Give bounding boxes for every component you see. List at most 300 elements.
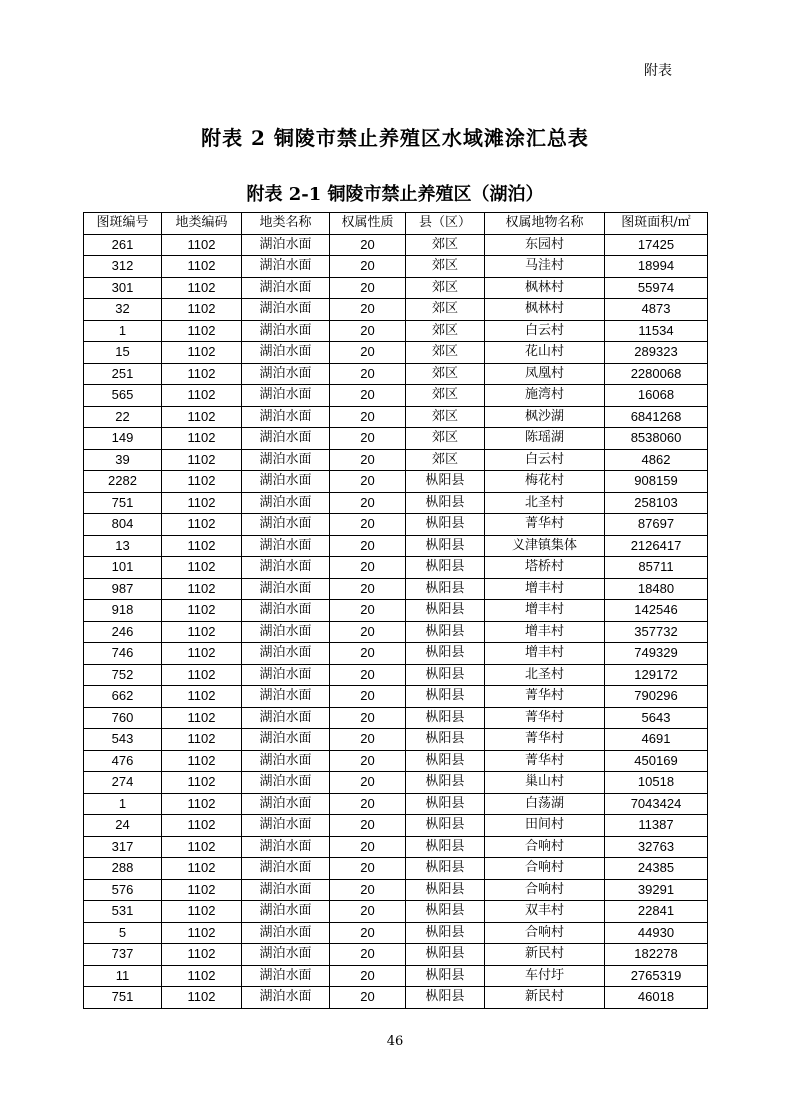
cell-ownership: 20: [330, 492, 406, 514]
cell-parcel-id: 751: [84, 492, 162, 514]
cell-land-name: 湖泊水面: [242, 320, 330, 342]
cell-land-code: 1102: [162, 234, 242, 256]
cell-land-code: 1102: [162, 557, 242, 579]
cell-land-name: 湖泊水面: [242, 879, 330, 901]
cell-parcel-id: 22: [84, 406, 162, 428]
cell-ownership: 20: [330, 385, 406, 407]
cell-parcel-id: 39: [84, 449, 162, 471]
cell-owner-name: 新民村: [485, 944, 605, 966]
cell-parcel-id: 24: [84, 815, 162, 837]
cell-county: 郊区: [406, 406, 485, 428]
cell-area: 22841: [605, 901, 708, 923]
table-row: [84, 815, 708, 837]
cell-land-code: 1102: [162, 729, 242, 751]
cell-owner-name: 菁华村: [485, 707, 605, 729]
cell-owner-name: 白荡湖: [485, 793, 605, 815]
cell-area: 16068: [605, 385, 708, 407]
sub-title: 附表 2-1 铜陵市禁止养殖区（湖泊）: [246, 184, 544, 205]
cell-county: 枞阳县: [406, 815, 485, 837]
cell-area: 18994: [605, 256, 708, 278]
cell-land-code: 1102: [162, 385, 242, 407]
table-row: [84, 514, 708, 536]
cell-ownership: 20: [330, 256, 406, 278]
cell-area: 4862: [605, 449, 708, 471]
cell-ownership: 20: [330, 707, 406, 729]
cell-ownership: 20: [330, 815, 406, 837]
cell-owner-name: 增丰村: [485, 621, 605, 643]
cell-owner-name: 合响村: [485, 922, 605, 944]
cell-land-code: 1102: [162, 965, 242, 987]
cell-area: 357732: [605, 621, 708, 643]
cell-area: 749329: [605, 643, 708, 665]
cell-parcel-id: 1: [84, 793, 162, 815]
cell-land-code: 1102: [162, 664, 242, 686]
cell-area: 8538060: [605, 428, 708, 450]
cell-owner-name: 枫沙湖: [485, 406, 605, 428]
cell-ownership: 20: [330, 858, 406, 880]
cell-ownership: 20: [330, 428, 406, 450]
table-row: [84, 256, 708, 278]
cell-ownership: 20: [330, 471, 406, 493]
cell-area: 87697: [605, 514, 708, 536]
col-header-owner-name: 权属地物名称: [485, 213, 605, 235]
cell-ownership: 20: [330, 234, 406, 256]
cell-county: 枞阳县: [406, 901, 485, 923]
table-row: [84, 277, 708, 299]
cell-land-name: 湖泊水面: [242, 643, 330, 665]
cell-county: 郊区: [406, 299, 485, 321]
table-row: [84, 944, 708, 966]
cell-land-name: 湖泊水面: [242, 406, 330, 428]
col-header-parcel-id: 图斑编号: [84, 213, 162, 235]
cell-land-code: 1102: [162, 492, 242, 514]
cell-area: 6841268: [605, 406, 708, 428]
table-row: [84, 234, 708, 256]
cell-county: 枞阳县: [406, 578, 485, 600]
cell-ownership: 20: [330, 557, 406, 579]
cell-land-code: 1102: [162, 944, 242, 966]
cell-county: 枞阳县: [406, 729, 485, 751]
cell-owner-name: 合响村: [485, 858, 605, 880]
cell-parcel-id: 751: [84, 987, 162, 1009]
table-row: [84, 449, 708, 471]
cell-land-code: 1102: [162, 686, 242, 708]
cell-area: 2765319: [605, 965, 708, 987]
table-row: [84, 707, 708, 729]
table-row: [84, 729, 708, 751]
cell-owner-name: 合响村: [485, 879, 605, 901]
table-row: [84, 965, 708, 987]
table-row: [84, 578, 708, 600]
cell-county: 枞阳县: [406, 600, 485, 622]
cell-land-name: 湖泊水面: [242, 858, 330, 880]
cell-area: 4873: [605, 299, 708, 321]
cell-ownership: 20: [330, 836, 406, 858]
table-body: [84, 234, 708, 1008]
cell-owner-name: 增丰村: [485, 643, 605, 665]
cell-ownership: 20: [330, 772, 406, 794]
cell-ownership: 20: [330, 750, 406, 772]
cell-parcel-id: 261: [84, 234, 162, 256]
cell-area: 7043424: [605, 793, 708, 815]
cell-owner-name: 白云村: [485, 449, 605, 471]
cell-county: 枞阳县: [406, 643, 485, 665]
cell-land-name: 湖泊水面: [242, 428, 330, 450]
cell-owner-name: 陈瑶湖: [485, 428, 605, 450]
cell-land-name: 湖泊水面: [242, 492, 330, 514]
cell-area: 5643: [605, 707, 708, 729]
cell-owner-name: 车付圩: [485, 965, 605, 987]
cell-ownership: 20: [330, 514, 406, 536]
cell-land-code: 1102: [162, 342, 242, 364]
cell-land-name: 湖泊水面: [242, 686, 330, 708]
cell-area: 10518: [605, 772, 708, 794]
cell-county: 枞阳县: [406, 535, 485, 557]
cell-county: 郊区: [406, 320, 485, 342]
table-row: [84, 492, 708, 514]
cell-county: 郊区: [406, 428, 485, 450]
cell-ownership: 20: [330, 922, 406, 944]
cell-county: 枞阳县: [406, 557, 485, 579]
header-note: 附表: [644, 63, 672, 79]
cell-area: 85711: [605, 557, 708, 579]
cell-parcel-id: 101: [84, 557, 162, 579]
cell-owner-name: 义津镇集体: [485, 535, 605, 557]
cell-land-code: 1102: [162, 643, 242, 665]
cell-land-code: 1102: [162, 256, 242, 278]
cell-area: 39291: [605, 879, 708, 901]
table-row: [84, 836, 708, 858]
table-row: [84, 922, 708, 944]
cell-land-name: 湖泊水面: [242, 299, 330, 321]
cell-parcel-id: 312: [84, 256, 162, 278]
table-row: [84, 385, 708, 407]
cell-land-name: 湖泊水面: [242, 385, 330, 407]
table-row: [84, 750, 708, 772]
cell-owner-name: 菁华村: [485, 750, 605, 772]
cell-ownership: 20: [330, 643, 406, 665]
cell-land-code: 1102: [162, 277, 242, 299]
cell-ownership: 20: [330, 944, 406, 966]
cell-ownership: 20: [330, 363, 406, 385]
cell-county: 枞阳县: [406, 836, 485, 858]
cell-ownership: 20: [330, 879, 406, 901]
cell-land-name: 湖泊水面: [242, 901, 330, 923]
cell-ownership: 20: [330, 406, 406, 428]
cell-ownership: 20: [330, 686, 406, 708]
cell-land-code: 1102: [162, 428, 242, 450]
cell-county: 郊区: [406, 342, 485, 364]
table-row: [84, 686, 708, 708]
col-header-land-code: 地类编码: [162, 213, 242, 235]
cell-ownership: 20: [330, 449, 406, 471]
cell-parcel-id: 2282: [84, 471, 162, 493]
cell-parcel-id: 987: [84, 578, 162, 600]
cell-parcel-id: 251: [84, 363, 162, 385]
cell-ownership: 20: [330, 621, 406, 643]
cell-owner-name: 增丰村: [485, 600, 605, 622]
cell-land-code: 1102: [162, 621, 242, 643]
cell-owner-name: 北圣村: [485, 492, 605, 514]
table-row: [84, 406, 708, 428]
cell-parcel-id: 246: [84, 621, 162, 643]
table-row: [84, 428, 708, 450]
col-header-area: 图斑面积/㎡: [605, 213, 708, 235]
cell-owner-name: 凤凰村: [485, 363, 605, 385]
cell-ownership: 20: [330, 987, 406, 1009]
cell-land-name: 湖泊水面: [242, 363, 330, 385]
cell-area: 18480: [605, 578, 708, 600]
cell-land-code: 1102: [162, 514, 242, 536]
cell-parcel-id: 565: [84, 385, 162, 407]
cell-land-name: 湖泊水面: [242, 471, 330, 493]
cell-land-name: 湖泊水面: [242, 729, 330, 751]
cell-area: 142546: [605, 600, 708, 622]
cell-land-name: 湖泊水面: [242, 965, 330, 987]
cell-ownership: 20: [330, 664, 406, 686]
cell-area: 129172: [605, 664, 708, 686]
cell-county: 枞阳县: [406, 750, 485, 772]
col-header-land-name: 地类名称: [242, 213, 330, 235]
cell-parcel-id: 5: [84, 922, 162, 944]
cell-parcel-id: 149: [84, 428, 162, 450]
summary-table: [83, 212, 708, 1009]
cell-area: 55974: [605, 277, 708, 299]
cell-parcel-id: 32: [84, 299, 162, 321]
cell-land-name: 湖泊水面: [242, 449, 330, 471]
cell-land-code: 1102: [162, 449, 242, 471]
table-row: [84, 901, 708, 923]
col-header-county: 县（区）: [406, 213, 485, 235]
cell-parcel-id: 288: [84, 858, 162, 880]
cell-ownership: 20: [330, 965, 406, 987]
cell-land-name: 湖泊水面: [242, 772, 330, 794]
cell-county: 郊区: [406, 277, 485, 299]
cell-area: 2126417: [605, 535, 708, 557]
cell-land-name: 湖泊水面: [242, 922, 330, 944]
cell-land-name: 湖泊水面: [242, 557, 330, 579]
cell-area: 908159: [605, 471, 708, 493]
cell-ownership: 20: [330, 277, 406, 299]
cell-land-name: 湖泊水面: [242, 793, 330, 815]
cell-owner-name: 马洼村: [485, 256, 605, 278]
cell-land-code: 1102: [162, 471, 242, 493]
cell-land-code: 1102: [162, 858, 242, 880]
cell-county: 郊区: [406, 385, 485, 407]
cell-land-name: 湖泊水面: [242, 256, 330, 278]
cell-county: 枞阳县: [406, 492, 485, 514]
cell-area: 790296: [605, 686, 708, 708]
cell-land-code: 1102: [162, 578, 242, 600]
cell-land-name: 湖泊水面: [242, 664, 330, 686]
cell-owner-name: 合响村: [485, 836, 605, 858]
cell-ownership: 20: [330, 578, 406, 600]
cell-owner-name: 田间村: [485, 815, 605, 837]
page-number: 46: [386, 1034, 404, 1049]
cell-county: 枞阳县: [406, 922, 485, 944]
cell-ownership: 20: [330, 299, 406, 321]
cell-owner-name: 巢山村: [485, 772, 605, 794]
cell-parcel-id: 752: [84, 664, 162, 686]
cell-parcel-id: 15: [84, 342, 162, 364]
cell-ownership: 20: [330, 535, 406, 557]
table-row: [84, 471, 708, 493]
cell-ownership: 20: [330, 901, 406, 923]
cell-area: 32763: [605, 836, 708, 858]
cell-area: 4691: [605, 729, 708, 751]
cell-parcel-id: 476: [84, 750, 162, 772]
cell-land-name: 湖泊水面: [242, 342, 330, 364]
table-header-row: [84, 213, 708, 235]
cell-county: 枞阳县: [406, 621, 485, 643]
cell-ownership: 20: [330, 342, 406, 364]
cell-county: 枞阳县: [406, 514, 485, 536]
cell-land-code: 1102: [162, 793, 242, 815]
table-row: [84, 879, 708, 901]
cell-county: 枞阳县: [406, 987, 485, 1009]
table-row: [84, 772, 708, 794]
cell-owner-name: 菁华村: [485, 514, 605, 536]
col-header-ownership: 权属性质: [330, 213, 406, 235]
cell-ownership: 20: [330, 793, 406, 815]
table-row: [84, 320, 708, 342]
cell-land-name: 湖泊水面: [242, 578, 330, 600]
cell-county: 枞阳县: [406, 686, 485, 708]
cell-owner-name: 新民村: [485, 987, 605, 1009]
cell-owner-name: 梅花村: [485, 471, 605, 493]
table-row: [84, 643, 708, 665]
cell-land-code: 1102: [162, 922, 242, 944]
table-row: [84, 987, 708, 1009]
cell-area: 44930: [605, 922, 708, 944]
main-title: 附表 2 铜陵市禁止养殖区水域滩涂汇总表: [201, 126, 589, 150]
cell-land-name: 湖泊水面: [242, 836, 330, 858]
cell-parcel-id: 760: [84, 707, 162, 729]
cell-land-code: 1102: [162, 836, 242, 858]
cell-land-code: 1102: [162, 406, 242, 428]
cell-land-code: 1102: [162, 320, 242, 342]
cell-land-name: 湖泊水面: [242, 535, 330, 557]
cell-land-name: 湖泊水面: [242, 707, 330, 729]
table-row: [84, 664, 708, 686]
cell-county: 郊区: [406, 256, 485, 278]
cell-county: 枞阳县: [406, 707, 485, 729]
cell-county: 枞阳县: [406, 944, 485, 966]
table-row: [84, 557, 708, 579]
cell-land-code: 1102: [162, 987, 242, 1009]
cell-land-name: 湖泊水面: [242, 600, 330, 622]
cell-parcel-id: 13: [84, 535, 162, 557]
table-row: [84, 299, 708, 321]
table-row: [84, 363, 708, 385]
cell-owner-name: 花山村: [485, 342, 605, 364]
cell-parcel-id: 918: [84, 600, 162, 622]
cell-area: 182278: [605, 944, 708, 966]
cell-area: 11534: [605, 320, 708, 342]
cell-owner-name: 北圣村: [485, 664, 605, 686]
cell-land-code: 1102: [162, 707, 242, 729]
cell-parcel-id: 274: [84, 772, 162, 794]
cell-county: 郊区: [406, 234, 485, 256]
cell-county: 枞阳县: [406, 772, 485, 794]
cell-area: 258103: [605, 492, 708, 514]
cell-county: 枞阳县: [406, 879, 485, 901]
cell-parcel-id: 1: [84, 320, 162, 342]
table-row: [84, 793, 708, 815]
cell-parcel-id: 746: [84, 643, 162, 665]
cell-owner-name: 菁华村: [485, 686, 605, 708]
cell-county: 郊区: [406, 449, 485, 471]
cell-area: 450169: [605, 750, 708, 772]
cell-area: 11387: [605, 815, 708, 837]
cell-parcel-id: 804: [84, 514, 162, 536]
cell-ownership: 20: [330, 320, 406, 342]
cell-land-code: 1102: [162, 750, 242, 772]
cell-owner-name: 施湾村: [485, 385, 605, 407]
cell-land-code: 1102: [162, 879, 242, 901]
cell-owner-name: 增丰村: [485, 578, 605, 600]
cell-parcel-id: 301: [84, 277, 162, 299]
cell-parcel-id: 11: [84, 965, 162, 987]
cell-area: 46018: [605, 987, 708, 1009]
cell-owner-name: 枫林村: [485, 299, 605, 321]
cell-owner-name: 菁华村: [485, 729, 605, 751]
cell-parcel-id: 543: [84, 729, 162, 751]
cell-parcel-id: 317: [84, 836, 162, 858]
cell-owner-name: 东园村: [485, 234, 605, 256]
cell-parcel-id: 737: [84, 944, 162, 966]
cell-owner-name: 双丰村: [485, 901, 605, 923]
cell-parcel-id: 531: [84, 901, 162, 923]
cell-county: 枞阳县: [406, 858, 485, 880]
cell-parcel-id: 576: [84, 879, 162, 901]
cell-land-code: 1102: [162, 363, 242, 385]
cell-area: 2280068: [605, 363, 708, 385]
cell-land-code: 1102: [162, 535, 242, 557]
table-row: [84, 342, 708, 364]
cell-area: 289323: [605, 342, 708, 364]
cell-area: 24385: [605, 858, 708, 880]
cell-county: 枞阳县: [406, 793, 485, 815]
cell-owner-name: 白云村: [485, 320, 605, 342]
cell-land-name: 湖泊水面: [242, 987, 330, 1009]
cell-land-name: 湖泊水面: [242, 750, 330, 772]
cell-owner-name: 枫林村: [485, 277, 605, 299]
cell-area: 17425: [605, 234, 708, 256]
cell-land-name: 湖泊水面: [242, 514, 330, 536]
cell-land-code: 1102: [162, 299, 242, 321]
cell-land-name: 湖泊水面: [242, 944, 330, 966]
cell-land-name: 湖泊水面: [242, 815, 330, 837]
cell-land-code: 1102: [162, 901, 242, 923]
table-row: [84, 600, 708, 622]
cell-county: 郊区: [406, 363, 485, 385]
table-row: [84, 535, 708, 557]
cell-land-code: 1102: [162, 772, 242, 794]
cell-land-code: 1102: [162, 600, 242, 622]
cell-county: 枞阳县: [406, 664, 485, 686]
cell-county: 枞阳县: [406, 471, 485, 493]
cell-ownership: 20: [330, 729, 406, 751]
cell-land-name: 湖泊水面: [242, 234, 330, 256]
cell-county: 枞阳县: [406, 965, 485, 987]
cell-owner-name: 塔桥村: [485, 557, 605, 579]
cell-parcel-id: 662: [84, 686, 162, 708]
table-row: [84, 858, 708, 880]
cell-land-name: 湖泊水面: [242, 277, 330, 299]
cell-land-name: 湖泊水面: [242, 621, 330, 643]
cell-land-code: 1102: [162, 815, 242, 837]
